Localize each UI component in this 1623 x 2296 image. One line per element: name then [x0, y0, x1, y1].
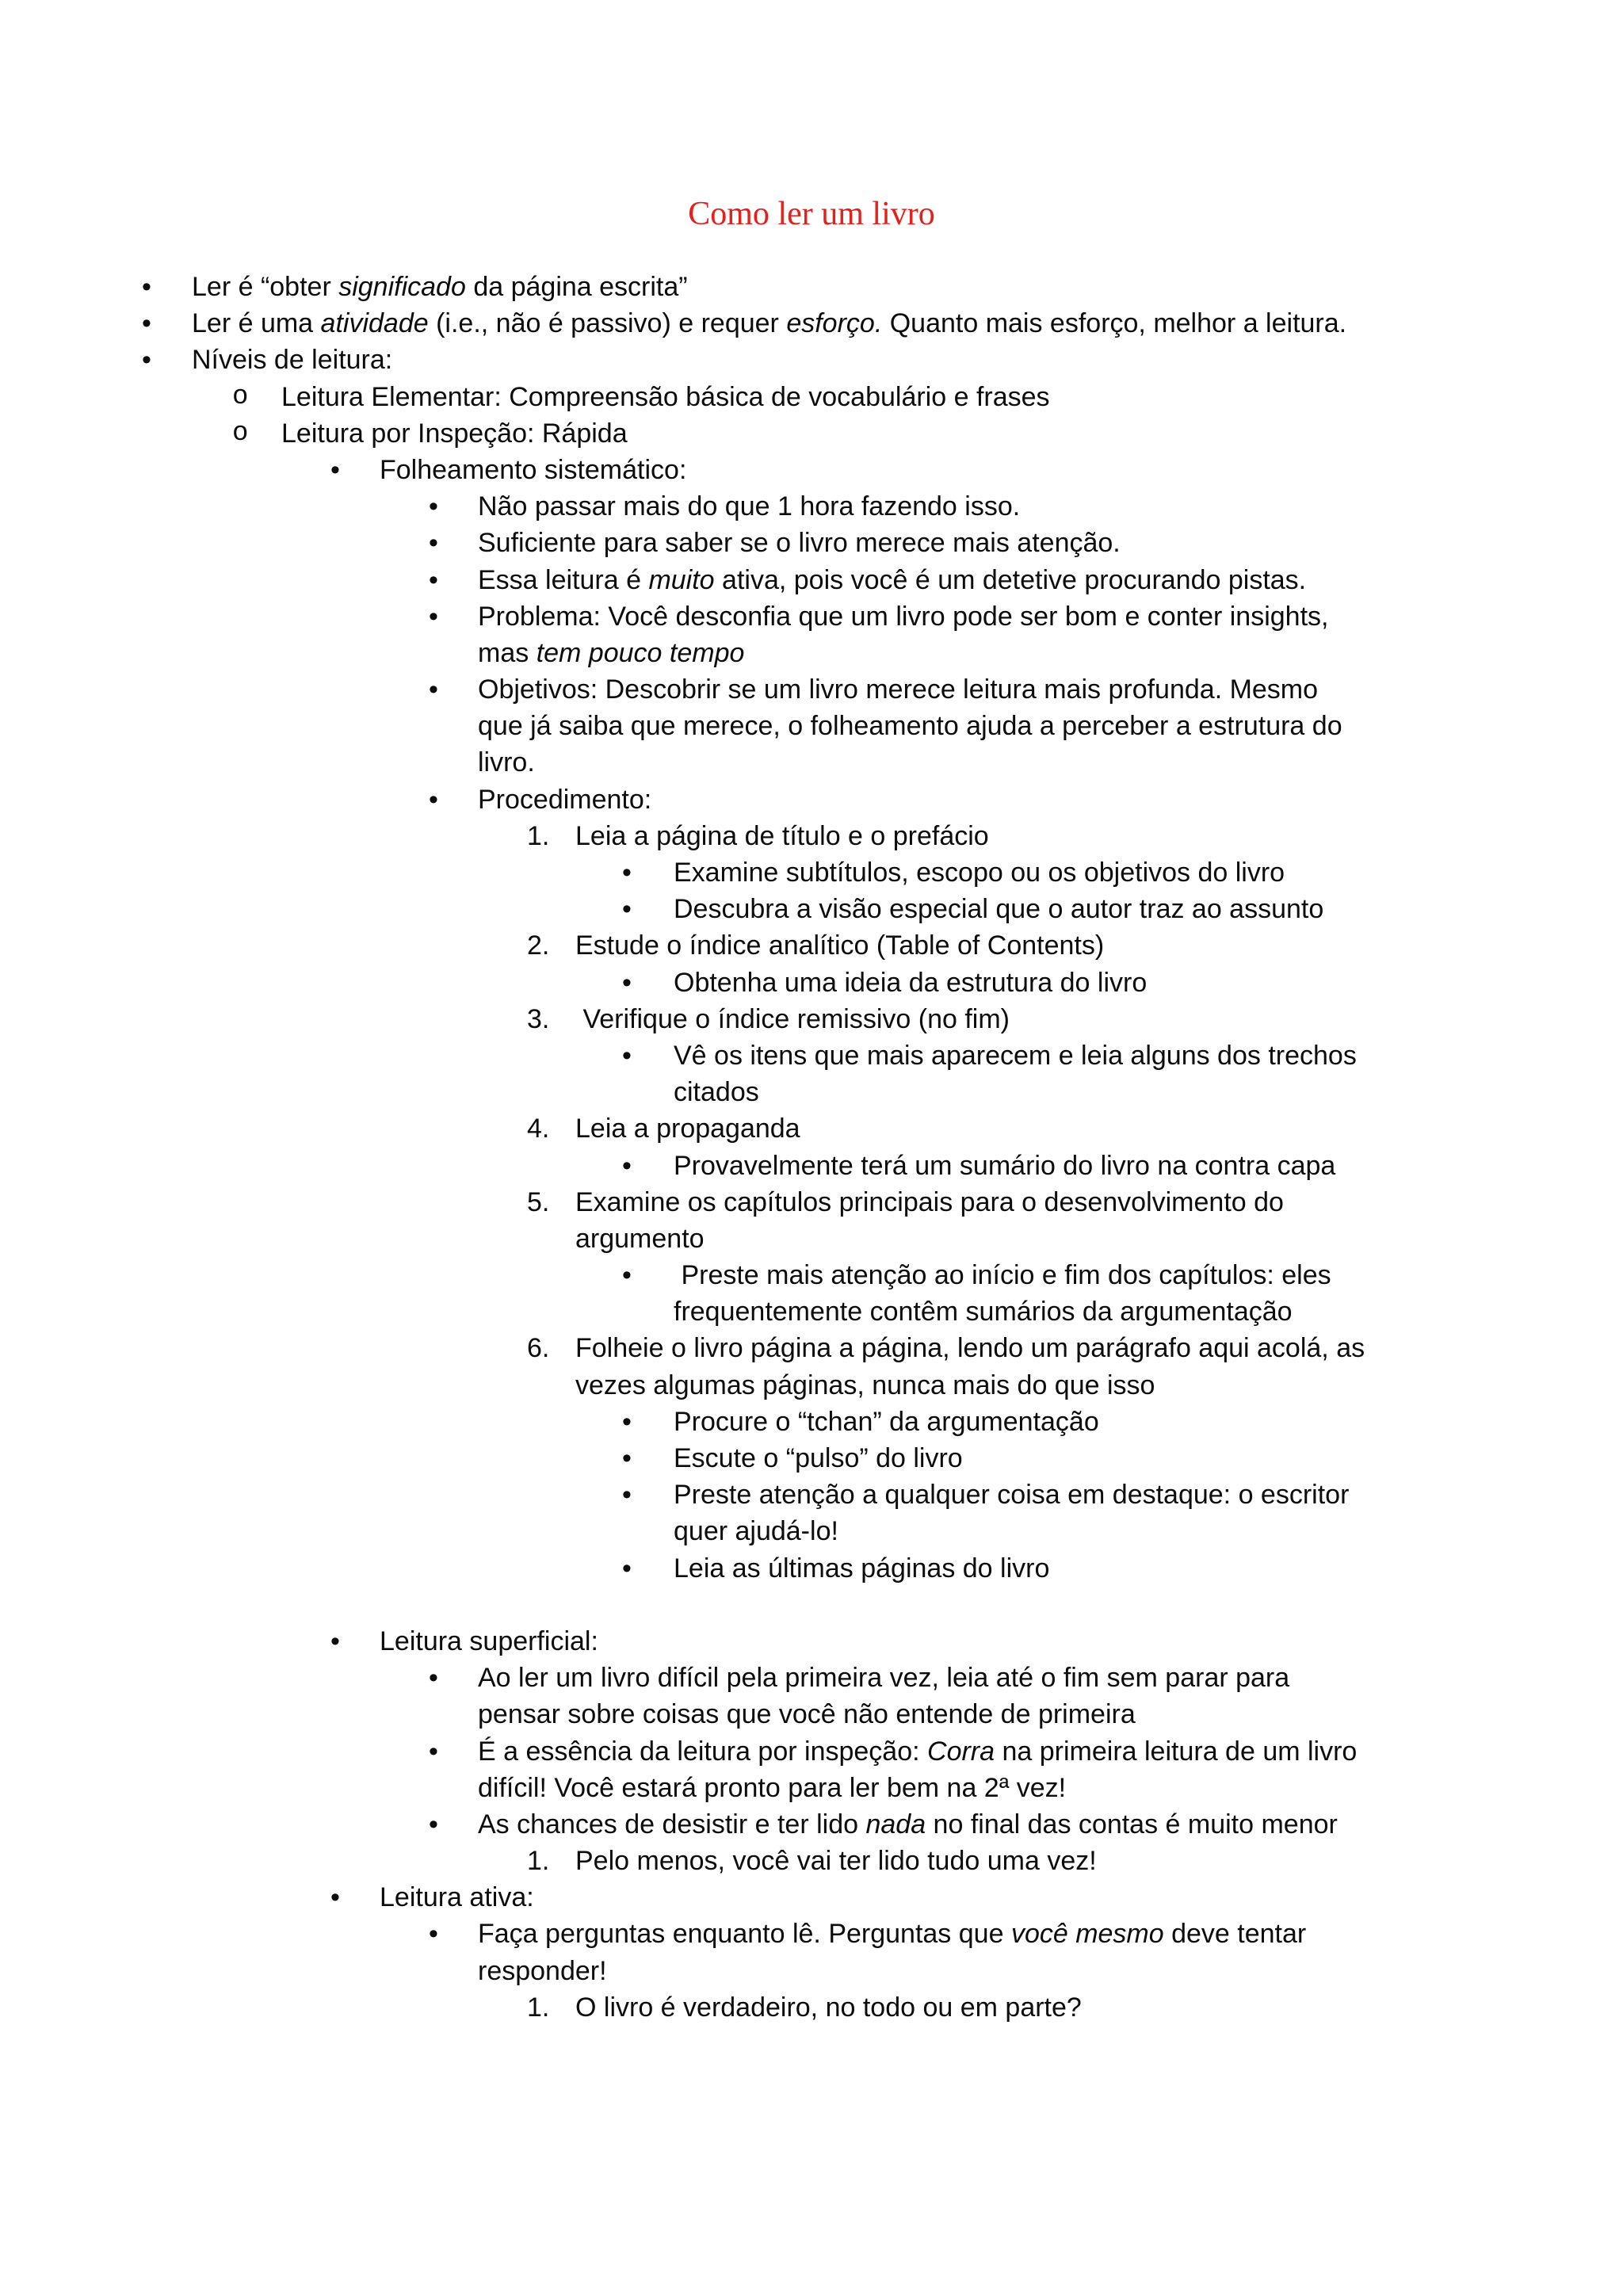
list-item-line	[0, 1989, 1623, 2026]
item-text: da página escrita”	[465, 272, 688, 302]
list-item	[0, 1184, 1623, 1257]
list-item	[0, 1879, 1623, 1916]
item-text: mas	[478, 637, 537, 668]
item-text-emphasis: significado	[338, 272, 466, 302]
item-text: vezes algumas páginas, nunca mais do que isso	[575, 1370, 1155, 1400]
item-text: Procure o “tchan” da argumentação	[674, 1406, 1099, 1437]
item-text: argumento	[575, 1223, 705, 1254]
item-text: Leia as últimas páginas do livro	[674, 1553, 1050, 1584]
bullet-marker: •	[429, 1809, 438, 1839]
item-text-emphasis: você mesmo	[1010, 1919, 1164, 1950]
list-item-line	[0, 342, 1623, 378]
list-item-line	[0, 1330, 1623, 1366]
list-item-line	[0, 1110, 1623, 1147]
item-text: Leia a propaganda	[575, 1114, 800, 1144]
list-item	[0, 379, 1623, 415]
list-item	[0, 1001, 1623, 1037]
item-text: Ao ler um livro difícil pela primeira vez, leia até o fim sem parar para	[478, 1663, 1290, 1694]
list-item	[0, 488, 1623, 525]
list-item-line	[0, 269, 1623, 305]
item-text: Não passar mais do que 1 hora fazendo isso.	[478, 491, 1021, 522]
list-item-line	[0, 708, 1623, 744]
list-item-line	[0, 818, 1623, 854]
item-text: As chances de desistir e ter lido	[478, 1809, 866, 1839]
bullet-marker: •	[622, 1406, 632, 1437]
item-text-emphasis: muito	[648, 564, 715, 595]
sub-bullet-marker: o	[232, 418, 249, 449]
item-text: Escute o “pulso” do livro	[674, 1443, 963, 1473]
item-text: Leitura por Inspeção: Rápida	[281, 418, 628, 449]
item-text: citados	[674, 1077, 759, 1108]
list-item-line	[0, 1001, 1623, 1037]
list-item	[0, 525, 1623, 561]
item-text: quer ajudá-lo!	[674, 1516, 838, 1547]
list-item	[0, 1330, 1623, 1403]
number-marker: 3.	[527, 1003, 550, 1034]
list-item-line	[0, 891, 1623, 927]
list-item	[0, 927, 1623, 964]
page-title: Como ler um livro	[688, 196, 935, 232]
list-item-line	[0, 1550, 1623, 1587]
bullet-marker: •	[622, 1260, 632, 1291]
item-text-emphasis: Corra	[927, 1736, 995, 1767]
item-text: Quanto mais esforço, melhor a leitura.	[882, 308, 1347, 339]
list-item	[0, 854, 1623, 891]
list-item	[0, 1806, 1623, 1843]
blank-line	[0, 1587, 1623, 1623]
item-text: Suficiente para saber se o livro merece mais atenção.	[478, 528, 1121, 559]
list-item-line	[0, 598, 1623, 635]
item-text: que já saiba que merece, o folheamento ajuda a perceber a estrutura do	[478, 711, 1342, 742]
bullet-marker: •	[429, 491, 438, 522]
item-text: responder!	[478, 1955, 607, 1986]
list-item-line	[0, 415, 1623, 452]
item-text: Examine os capítulos principais para o desenvolvimento do	[575, 1186, 1284, 1217]
list-item-line	[0, 452, 1623, 488]
sub-bullet-marker: o	[232, 381, 249, 412]
bullet-marker: •	[330, 454, 340, 485]
list-item	[0, 1404, 1623, 1440]
list-item-line	[0, 1623, 1623, 1660]
item-text: frequentemente contêm sumários da argumentação	[674, 1297, 1293, 1328]
item-text-emphasis: nada	[865, 1809, 926, 1839]
list-item	[0, 1843, 1623, 1879]
bullet-marker: •	[622, 967, 632, 998]
bullet-marker: •	[142, 308, 151, 339]
item-text: Ler é “obter	[192, 272, 339, 302]
list-item	[0, 1550, 1623, 1587]
item-text: Provavelmente terá um sumário do livro na contra capa	[674, 1150, 1336, 1181]
list-item-line	[0, 781, 1623, 818]
number-marker: 1.	[527, 820, 550, 851]
bullet-marker: •	[622, 1150, 632, 1181]
list-item	[0, 1660, 1623, 1733]
item-text: Examine subtítulos, escopo ou os objetivos do livro	[674, 858, 1285, 888]
item-text: Faça perguntas enquanto lê. Perguntas que	[478, 1919, 1011, 1950]
item-text: Pelo menos, você vai ter lido tudo uma vez!	[575, 1846, 1097, 1877]
bullet-marker: •	[142, 345, 151, 376]
item-text: Essa leitura é	[478, 564, 649, 595]
item-text: Leitura superficial:	[380, 1626, 598, 1656]
bullet-marker: •	[429, 601, 438, 632]
item-text: no final das contas é muito menor	[926, 1809, 1338, 1839]
bullet-marker: •	[622, 1443, 632, 1473]
list-item-line	[0, 744, 1623, 781]
list-item	[0, 1440, 1623, 1477]
bullet-marker: •	[429, 1736, 438, 1767]
list-item-line	[0, 1440, 1623, 1477]
bullet-marker: •	[142, 272, 151, 302]
list-item	[0, 965, 1623, 1001]
bullet-marker: •	[622, 1553, 632, 1584]
item-text: Leitura ativa:	[380, 1882, 534, 1913]
list-item-line	[0, 671, 1623, 708]
list-item	[0, 781, 1623, 818]
list-item-line	[0, 927, 1623, 964]
list-item	[0, 1623, 1623, 1660]
bullet-marker: •	[429, 674, 438, 705]
list-item	[0, 342, 1623, 378]
list-item-line	[0, 1257, 1623, 1293]
item-text: Preste mais atenção ao início e fim dos capítulos: eles	[674, 1260, 1331, 1291]
list-item	[0, 305, 1623, 342]
item-text: Leitura Elementar: Compreensão básica de vocabulário e frases	[281, 381, 1050, 412]
bullet-marker: •	[330, 1882, 340, 1913]
list-item	[0, 1110, 1623, 1147]
bullet-marker: •	[622, 894, 632, 925]
item-text: Estude o índice analítico (Table of Contents)	[575, 930, 1105, 961]
bullet-marker: •	[330, 1626, 340, 1656]
list-item-line	[0, 562, 1623, 598]
item-text: livro.	[478, 747, 535, 778]
list-item	[0, 1989, 1623, 2026]
list-item-line	[0, 1367, 1623, 1404]
list-item-line	[0, 1916, 1623, 1952]
item-text: Descubra a visão especial que o autor traz ao assunto	[674, 894, 1324, 925]
list-item-line	[0, 1806, 1623, 1843]
number-marker: 1.	[527, 1846, 550, 1877]
list-item-line	[0, 1660, 1623, 1696]
list-item-line	[0, 854, 1623, 891]
item-text-emphasis: atividade	[320, 308, 429, 339]
list-item	[0, 415, 1623, 452]
item-text: Folheie o livro página a página, lendo um parágrafo aqui acolá, as	[575, 1333, 1365, 1364]
list-item-line	[0, 1770, 1623, 1806]
list-item	[0, 269, 1623, 305]
list-item	[0, 671, 1623, 781]
list-item	[0, 1477, 1623, 1549]
list-item-line	[0, 488, 1623, 525]
list-item	[0, 818, 1623, 854]
list-item	[0, 452, 1623, 488]
bullet-marker: •	[429, 564, 438, 595]
bullet-marker: •	[622, 1040, 632, 1071]
item-text: Verifique o índice remissivo (no fim)	[575, 1003, 1010, 1034]
number-marker: 1.	[527, 1992, 550, 2023]
item-text: Ler é uma	[192, 308, 321, 339]
list-item-line	[0, 1074, 1623, 1110]
list-item-line	[0, 1148, 1623, 1184]
bullet-marker: •	[429, 784, 438, 815]
list-item-line	[0, 1953, 1623, 1989]
list-item	[0, 1148, 1623, 1184]
item-text: difícil! Você estará pronto para ler bem na 2ª vez!	[478, 1772, 1067, 1803]
list-item-line	[0, 1404, 1623, 1440]
number-marker: 6.	[527, 1333, 550, 1364]
list-item-line	[0, 635, 1623, 671]
list-item-line	[0, 1879, 1623, 1916]
number-marker: 2.	[527, 930, 550, 961]
list-item-line	[0, 1037, 1623, 1074]
bullet-marker: •	[429, 528, 438, 559]
item-text: O livro é verdadeiro, no todo ou em parte?	[575, 1992, 1082, 2023]
item-text: (i.e., não é passivo) e requer	[428, 308, 787, 339]
list-item	[0, 891, 1623, 927]
number-marker: 4.	[527, 1114, 550, 1144]
outline-list	[0, 269, 1623, 2026]
item-text: Leia a página de título e o prefácio	[575, 820, 989, 851]
item-text: Obtenha uma ideia da estrutura do livro	[674, 967, 1148, 998]
item-text-emphasis: tem pouco tempo	[536, 637, 745, 668]
list-item-line	[0, 1293, 1623, 1330]
item-text: Folheamento sistemático:	[380, 454, 687, 485]
list-item-line	[0, 379, 1623, 415]
list-item	[0, 562, 1623, 598]
item-text: É a essência da leitura por inspeção:	[478, 1736, 928, 1767]
item-text: Preste atenção a qualquer coisa em destaque: o escritor	[674, 1480, 1350, 1511]
item-text: ativa, pois você é um detetive procurando pistas.	[714, 564, 1307, 595]
list-item	[0, 1916, 1623, 1988]
list-item	[0, 1257, 1623, 1330]
list-item-line	[0, 1843, 1623, 1879]
item-text: Níveis de leitura:	[192, 345, 393, 376]
list-item-line	[0, 1733, 1623, 1770]
item-text-emphasis: esforço.	[786, 308, 883, 339]
bullet-marker: •	[622, 1480, 632, 1511]
list-item	[0, 598, 1623, 671]
list-item-line	[0, 305, 1623, 342]
item-text: pensar sobre coisas que você não entende de primeira	[478, 1699, 1136, 1730]
item-text: Procedimento:	[478, 784, 652, 815]
list-item-line	[0, 1184, 1623, 1221]
item-text: na primeira leitura de um livro	[995, 1736, 1358, 1767]
list-item-line	[0, 1696, 1623, 1733]
item-text: Vê os itens que mais aparecem e leia alguns dos trechos	[674, 1040, 1357, 1071]
list-item-line	[0, 965, 1623, 1001]
number-marker: 5.	[527, 1186, 550, 1217]
bullet-marker: •	[429, 1663, 438, 1694]
list-item	[0, 1037, 1623, 1110]
list-item	[0, 1733, 1623, 1806]
item-text: Objetivos: Descobrir se um livro merece leitura mais profunda. Mesmo	[478, 674, 1319, 705]
item-text: Problema: Você desconfia que um livro pode ser bom e conter insights,	[478, 601, 1329, 632]
list-item-line	[0, 525, 1623, 561]
list-item-line	[0, 1513, 1623, 1549]
list-item-line	[0, 1477, 1623, 1513]
bullet-marker: •	[622, 858, 632, 888]
item-text: deve tentar	[1163, 1919, 1307, 1950]
list-item-line	[0, 1221, 1623, 1257]
bullet-marker: •	[429, 1919, 438, 1950]
